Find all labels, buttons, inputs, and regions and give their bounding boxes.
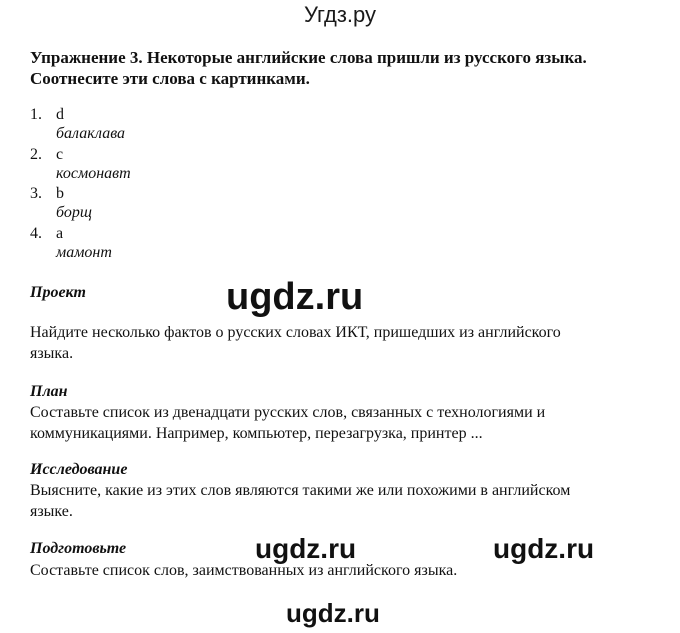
research-heading: Исследование	[30, 461, 128, 478]
research-line-1: Выясните, какие из этих слов являются такими же или похожими в английском	[30, 482, 571, 499]
site-header-title: Угдз.ру	[303, 2, 377, 27]
plan-heading: План	[30, 383, 68, 400]
exercise-title-line-1: Упражнение 3. Некоторые английские слова пришли из русского языка.	[30, 48, 587, 67]
watermark-bottom: ugdz.ru	[286, 598, 380, 628]
exercise-title	[30, 47, 587, 89]
project-paragraph	[30, 322, 670, 364]
answer-number: 4.	[30, 225, 42, 242]
plan-line-1: Составьте список из двенадцати русских слов, связанных с технологиями и	[30, 404, 546, 421]
prepare-line-1: Составьте список слов, заимствованных из английского языка.	[30, 562, 458, 579]
answer-number: 2.	[30, 146, 42, 163]
exercise-title-line-2: Соотнесите эти слова с картинками.	[30, 69, 310, 88]
answer-letter: a	[56, 225, 64, 242]
answer-letter: c	[56, 146, 64, 163]
project-line-2: языка.	[30, 345, 74, 362]
answer-word: борщ	[56, 204, 92, 221]
answer-number: 1.	[30, 106, 42, 123]
plan-paragraph	[30, 402, 670, 444]
answer-letter: b	[56, 185, 64, 202]
watermark-left: ugdz.ru	[255, 533, 357, 564]
project-line-1: Найдите несколько фактов о русских словах ИКТ, пришедших из английского	[30, 324, 561, 341]
research-line-2: языке.	[30, 503, 73, 520]
watermark-right: ugdz.ru	[493, 533, 595, 564]
answer-letter: d	[56, 106, 64, 123]
answer-number: 3.	[30, 185, 42, 202]
prepare-heading: Подготовьте	[30, 540, 127, 557]
plan-line-2: коммуникациями. Например, компьютер, перезагрузка, принтер ...	[30, 425, 483, 442]
answer-word: балаклава	[56, 125, 126, 142]
answer-word: космонавт	[56, 165, 131, 182]
watermark-main: ugdz.ru	[226, 276, 364, 318]
answer-word: мамонт	[56, 244, 112, 261]
research-paragraph	[30, 480, 670, 522]
project-heading: Проект	[30, 284, 86, 301]
prepare-paragraph	[30, 560, 670, 581]
